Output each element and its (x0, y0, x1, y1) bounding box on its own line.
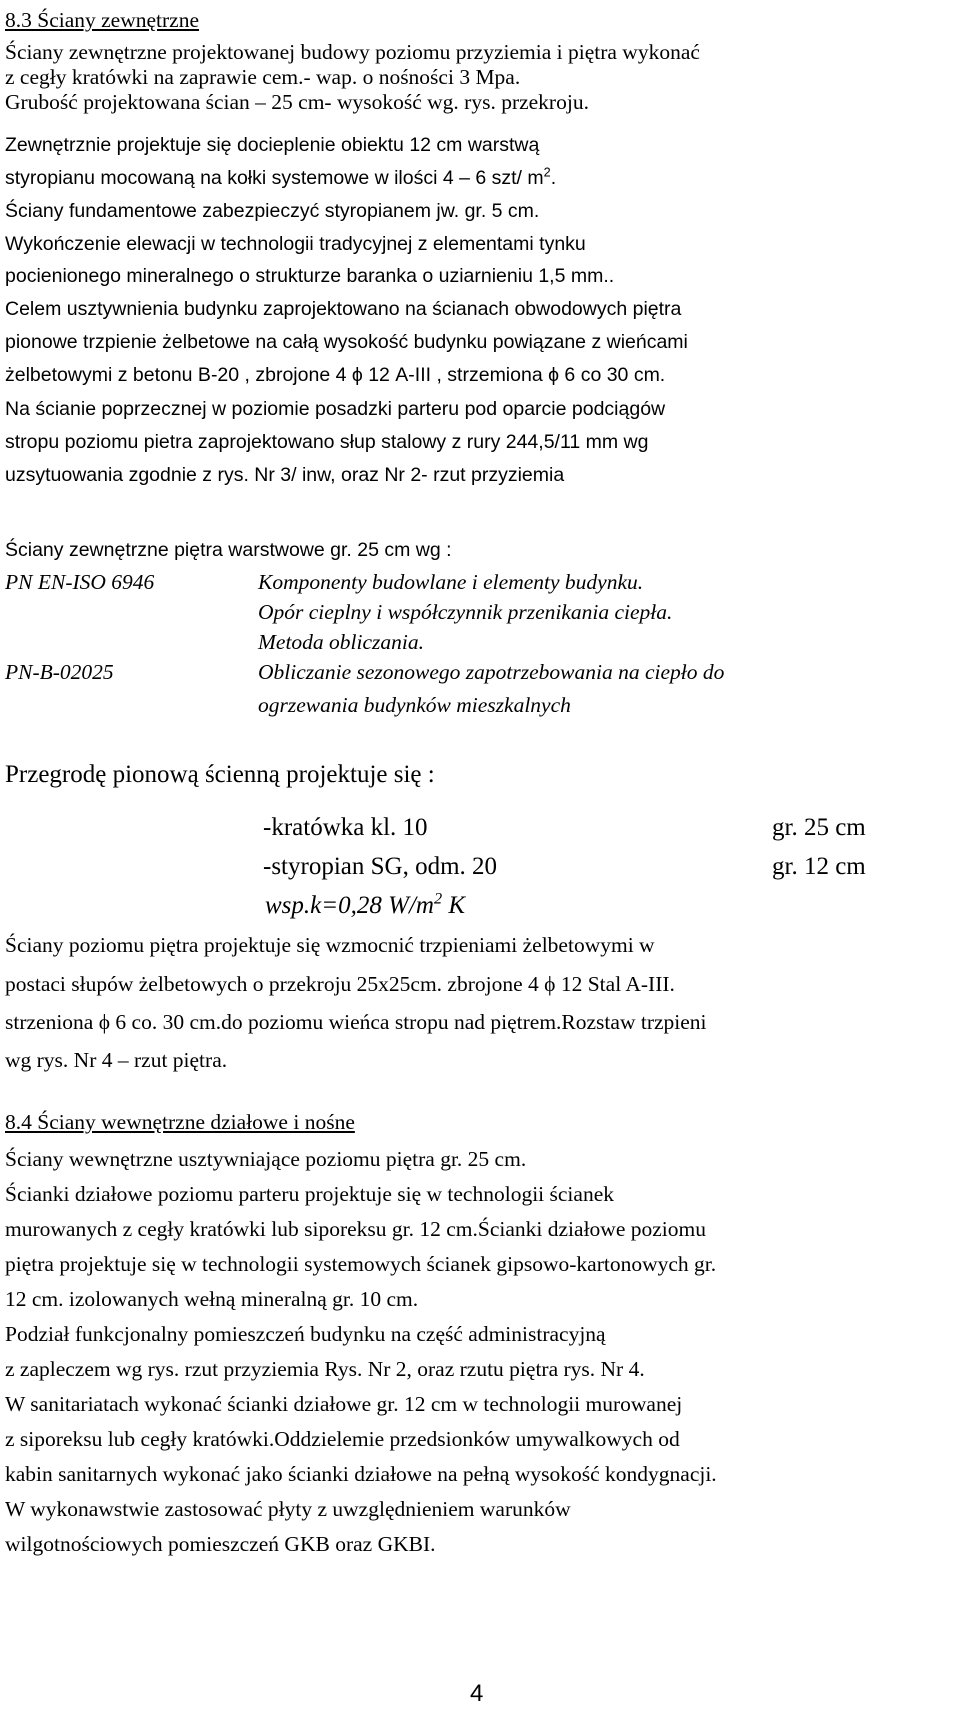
paragraph-line: Zewnętrznie projektuje się docieplenie obiektu 12 cm warstwą (5, 134, 540, 156)
paragraph-line: wg rys. Nr 4 – rzut piętra. (5, 1048, 228, 1072)
paragraph-line: 12 cm. izolowanych wełną mineralną gr. 10 cm. (5, 1287, 419, 1311)
paragraph-line: żelbetowymi z betonu B-20 , zbrojone 4 ϕ 12 A-III , strzemiona ϕ 6 co 30 cm. (5, 364, 666, 386)
section-heading-8-3: 8.3 Ściany zewnętrzne (5, 8, 200, 32)
layer-thickness: gr. 25 cm (772, 814, 866, 841)
paragraph-line: Ściany zewnętrzne projektowanej budowy poziomu przyziemia i piętra wykonać (5, 40, 700, 64)
norm-code: PN-B-02025 (5, 660, 114, 684)
paragraph-line: Ściany fundamentowe zabezpieczyć styropianem jw. gr. 5 cm. (5, 200, 540, 222)
paragraph-line: postaci słupów żelbetowych o przekroju 25x25cm. zbrojone 4 ϕ 12 Stal A-III. (5, 972, 675, 996)
paragraph-line: Ściany zewnętrzne piętra warstwowe gr. 25 cm wg : (5, 539, 452, 561)
paragraph-line: Podział funkcjonalny pomieszczeń budynku na część administracyjną (5, 1322, 606, 1346)
page-number: 4 (470, 1680, 484, 1707)
paragraph-line: pocienionego mineralnego o strukturze baranka o uziarnieniu 1,5 mm.. (5, 265, 615, 287)
paragraph-line: Wykończenie elewacji w technologii tradycyjnej z elementami tynku (5, 233, 586, 255)
layer-thickness: gr. 12 cm (772, 853, 866, 880)
norm-code: PN EN-ISO 6946 (5, 570, 155, 594)
paragraph-line: kabin sanitarnych wykonać jako ścianki działowe na pełną wysokość kondygnacji. (5, 1462, 717, 1486)
paragraph-line: Ściany wewnętrzne usztywniające poziomu piętra gr. 25 cm. (5, 1147, 527, 1171)
norm-description: Obliczanie sezonowego zapotrzebowania na ciepło do (258, 660, 725, 684)
norm-description: Komponenty budowlane i elementy budynku. (258, 570, 644, 594)
paragraph-line: z zapleczem wg rys. rzut przyziemia Rys. Nr 2, oraz rzutu piętra rys. Nr 4. (5, 1357, 645, 1381)
paragraph-line: Grubość projektowana ścian – 25 cm- wysokość wg. rys. przekroju. (5, 90, 589, 114)
paragraph-line: z siporeksu lub cegły kratówki.Oddzielemie przedsionków umywalkowych od (5, 1427, 680, 1451)
paragraph-line: murowanych z cegły kratówki lub siporeksu gr. 12 cm.Ścianki działowe poziomu (5, 1217, 706, 1241)
norm-description: Metoda obliczania. (258, 630, 425, 654)
paragraph-line: Ściany poziomu piętra projektuje się wzmocnić trzpieniami żelbetowymi w (5, 933, 655, 957)
layer-name: -kratówka kl. 10 (263, 814, 428, 841)
paragraph-line: wilgotnościowych pomieszczeń GKB oraz GKBI. (5, 1532, 436, 1556)
paragraph-line: pionowe trzpienie żelbetowe na całą wysokość budynku powiązane z wieńcami (5, 331, 688, 353)
paragraph-line: Na ścianie poprzecznej w poziomie posadzki parteru pod oparcie podciągów (5, 398, 666, 420)
paragraph-line: piętra projektuje się w technologii systemowych ścianek gipsowo-kartonowych gr. (5, 1252, 717, 1276)
layer-name: -styropian SG, odm. 20 (263, 853, 498, 880)
paragraph-line: uzsytuowania zgodnie z rys. Nr 3/ inw, oraz Nr 2- rzut przyziemia (5, 464, 565, 486)
heat-coefficient: wsp.k=0,28 $W/m^2$ K (265, 889, 466, 919)
paragraph-line: W sanitariatach wykonać ścianki działowe gr. 12 cm w technologii murowanej (5, 1392, 683, 1416)
paragraph-line: stropu poziomu pietra zaprojektowano słup stalowy z rury 244,5/11 mm wg (5, 431, 649, 453)
norm-description: Opór cieplny i współczynnik przenikania ciepła. (258, 600, 673, 624)
norm-description: ogrzewania budynków mieszkalnych (258, 693, 571, 717)
paragraph-line: W wykonawstwie zastosować płyty z uwzględnieniem warunków (5, 1497, 571, 1521)
paragraph-line: strzeniona ϕ 6 co. 30 cm.do poziomu wieńca stropu nad piętrem.Rozstaw trzpieni (5, 1010, 707, 1034)
paragraph-line: Ścianki działowe poziomu parteru projektuje się w technologii ścianek (5, 1182, 614, 1206)
section-heading-8-4: 8.4 Ściany wewnętrzne działowe i nośne (5, 1110, 355, 1134)
paragraph-line: z cegły kratówki na zaprawie cem.- wap. o nośności 3 Mpa. (5, 65, 521, 89)
paragraph-line: Celem usztywnienia budynku zaprojektowano na ścianach obwodowych piętra (5, 298, 682, 320)
partition-heading: Przegrodę pionową ścienną projektuje się : (5, 761, 435, 788)
paragraph-line: styropianu mocowaną na kołki systemowe w ilości 4 – 6 szt/ $m^2$. (5, 165, 557, 189)
